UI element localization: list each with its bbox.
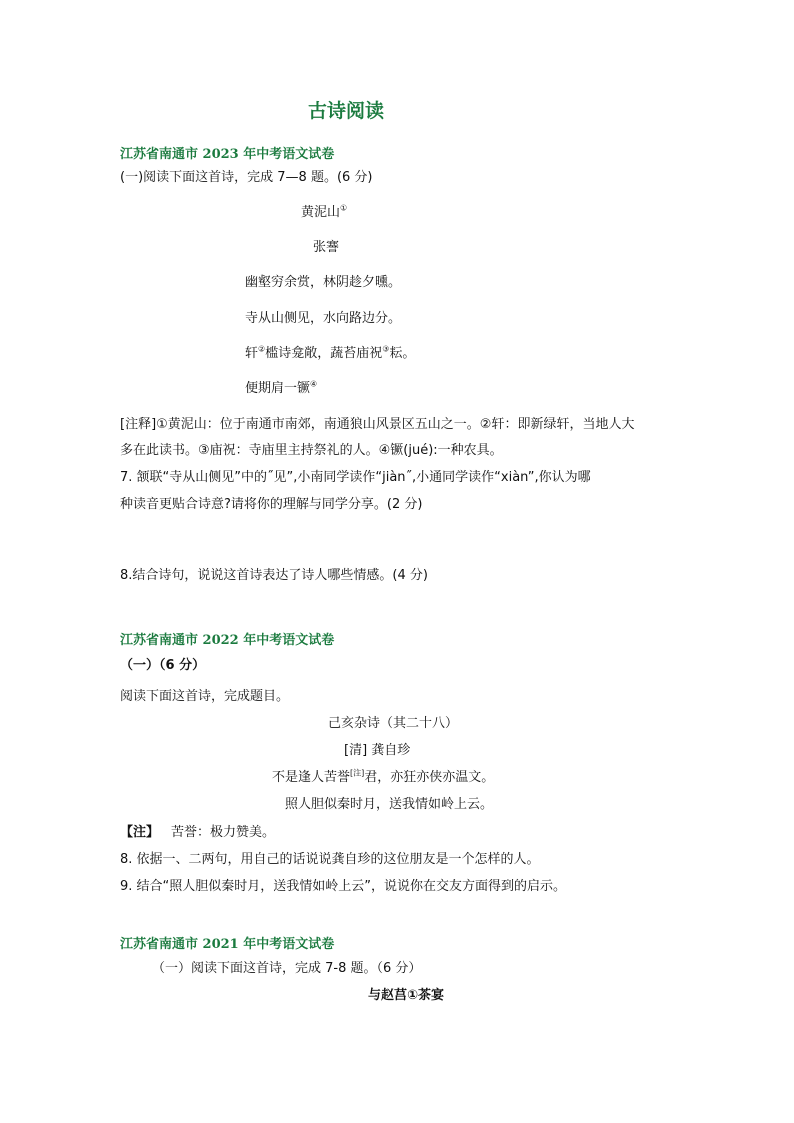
question-7-line-1: 7. 颔联“寺从山侧见”中的˝见”,小南同学读作“jiàn˝,小通同学读作“xiàn”,你认为哪 — [120, 470, 591, 485]
question-8: 8.结合诗句，说说这首诗表达了诗人哪些情感。(4 分) — [120, 568, 428, 583]
sec1-poem-line-2: 寺从山侧见，水向路边分。 — [245, 311, 402, 326]
page-title: 古诗阅读 — [308, 100, 385, 122]
sec2-intro: 阅读下面这首诗，完成题目。 — [120, 689, 290, 704]
exam-heading-2023: 江苏省南通市 2023 年中考语文试卷 — [120, 147, 335, 162]
sec1-poem-line-3: 轩②槛诗龛敞，蔬苔庙祝③耘。 — [245, 344, 416, 361]
note-label: 【注】 — [120, 825, 160, 840]
sec2-question-9: 9. 结合“照人胆似秦时月，送我情如岭上云”，说说你在交友方面得到的启示。 — [120, 879, 567, 894]
sec2-poem-title: 己亥杂诗（其二十八） — [328, 716, 459, 731]
sec1-note-line-2: 多在此读书。③庙祝：寺庙里主持祭礼的人。④镢(jué):一种农具。 — [120, 443, 503, 458]
sec2-note: 【注】 苦誉：极力赞美。 — [120, 825, 276, 840]
sec2-poem-line-2: 照人胆似秦时月，送我情如岭上云。 — [285, 797, 494, 812]
sec2-poem-line-1: 不是逢人苦誉[注]君，亦狂亦侠亦温文。 — [272, 768, 495, 785]
sec1-poem-line-4: 便期肩一镢④ — [245, 379, 318, 396]
sec2-author: [清] 龚自珍 — [344, 743, 411, 758]
sec3-poem-title: 与赵莒①茶宴 — [368, 988, 445, 1003]
sec1-note-line-1: [注释]①黄泥山：位于南通市南郊，南通狼山风景区五山之一。②轩：即新绿轩，当地人大 — [120, 417, 635, 432]
sec1-author: 张謇 — [313, 240, 340, 255]
question-7-line-2: 种读音更贴合诗意?请将你的理解与同学分享。(2 分) — [120, 497, 423, 512]
sec1-intro: (一)阅读下面这首诗，完成 7—8 题。(6 分) — [120, 170, 373, 185]
sec1-poem-title: 黄泥山① — [301, 203, 348, 220]
exam-heading-2021: 江苏省南通市 2021 年中考语文试卷 — [120, 937, 335, 952]
sec2-part-label: （一）（6 分） — [120, 658, 206, 673]
exam-heading-2022: 江苏省南通市 2022 年中考语文试卷 — [120, 633, 335, 648]
sec2-question-8: 8. 依据一、二两句，用自己的话说说龚自珍的这位朋友是一个怎样的人。 — [120, 852, 540, 867]
sec1-poem-line-1: 幽壑穷余赏，林阴趁夕曛。 — [245, 275, 402, 290]
sec3-intro: （一）阅读下面这首诗，完成 7-8 题。（6 分） — [152, 961, 422, 976]
